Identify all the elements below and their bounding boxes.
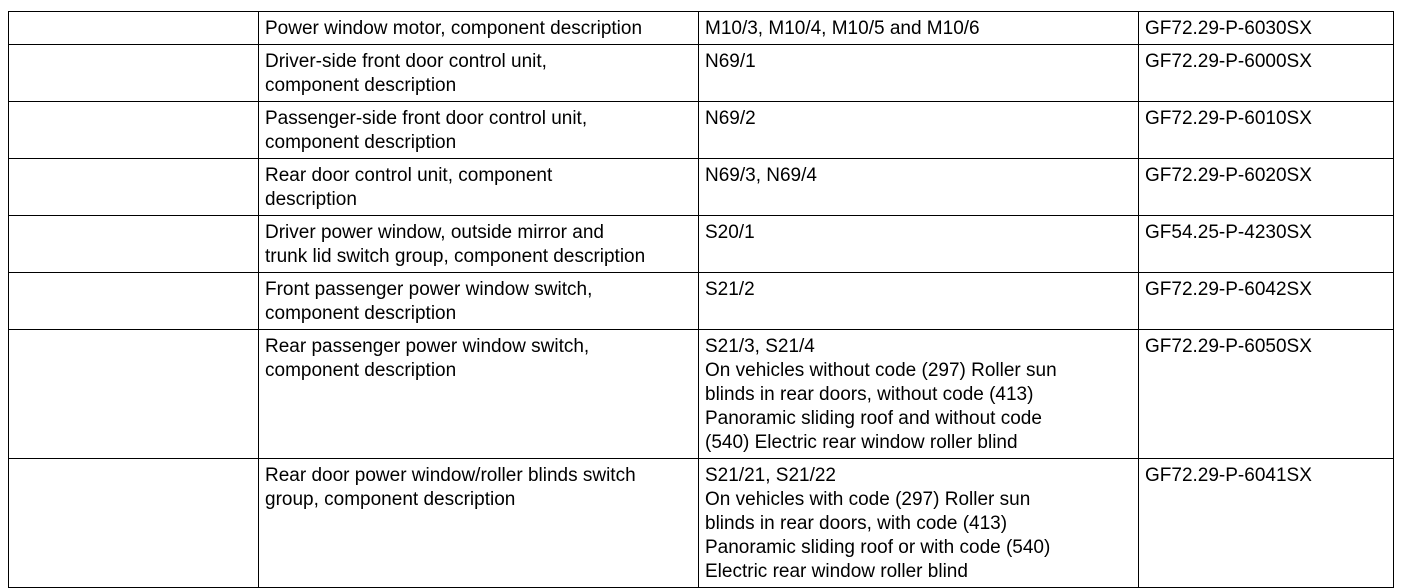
document-number: GF72.29-P-6020SX [1145, 165, 1312, 186]
description-cell [259, 216, 699, 273]
document-number: GF72.29-P-6050SX [1145, 336, 1312, 357]
description-line: Rear door control unit, component [265, 165, 553, 186]
table-row [9, 459, 1394, 588]
component-reference-table [8, 11, 1394, 588]
description-line: component description [265, 75, 457, 96]
components-cell [699, 12, 1139, 45]
components-cell [699, 159, 1139, 216]
description-cell [259, 45, 699, 102]
table-row [9, 330, 1394, 459]
document-number: GF72.29-P-6041SX [1145, 465, 1312, 486]
document-number-cell [1139, 216, 1394, 273]
description-line: Rear door power window/roller blinds switch [265, 465, 636, 486]
component-line: blinds in rear doors, with code (413) [705, 513, 1008, 534]
description-line: component description [265, 360, 457, 381]
empty-cell [9, 459, 259, 588]
description-cell [259, 273, 699, 330]
component-line: Panoramic sliding roof and without code [705, 408, 1042, 429]
component-line: On vehicles without code (297) Roller sun [705, 360, 1057, 381]
table-body [9, 12, 1394, 588]
description-line: component description [265, 132, 457, 153]
document-number: GF72.29-P-6030SX [1145, 18, 1312, 39]
component-line: S21/2 [705, 279, 755, 300]
document-number-cell [1139, 159, 1394, 216]
component-line: N69/1 [705, 51, 756, 72]
table-row [9, 102, 1394, 159]
components-cell [699, 45, 1139, 102]
document-number-cell [1139, 45, 1394, 102]
empty-cell [9, 330, 259, 459]
description-cell [259, 330, 699, 459]
description-cell [259, 12, 699, 45]
empty-cell [9, 102, 259, 159]
document-number-cell [1139, 273, 1394, 330]
component-line: S21/21, S21/22 [705, 465, 836, 486]
empty-cell [9, 45, 259, 102]
description-line: Power window motor, component description [265, 18, 643, 39]
description-cell [259, 459, 699, 588]
component-line: Electric rear window roller blind [705, 561, 968, 582]
description-line: Driver-side front door control unit, [265, 51, 547, 72]
document-number: GF72.29-P-6042SX [1145, 279, 1312, 300]
components-cell [699, 273, 1139, 330]
component-line: On vehicles with code (297) Roller sun [705, 489, 1031, 510]
component-line: M10/3, M10/4, M10/5 and M10/6 [705, 18, 980, 39]
component-line: N69/2 [705, 108, 756, 129]
component-line: Panoramic sliding roof or with code (540) [705, 537, 1051, 558]
document-number-cell [1139, 102, 1394, 159]
document-number-cell [1139, 12, 1394, 45]
description-line: component description [265, 303, 457, 324]
table-row [9, 45, 1394, 102]
component-line: S21/3, S21/4 [705, 336, 815, 357]
description-line: trunk lid switch group, component description [265, 246, 646, 267]
description-line: Passenger-side front door control unit, [265, 108, 588, 129]
component-line: (540) Electric rear window roller blind [705, 432, 1018, 453]
description-line: Rear passenger power window switch, [265, 336, 590, 357]
component-line: N69/3, N69/4 [705, 165, 817, 186]
components-cell [699, 102, 1139, 159]
components-cell [699, 330, 1139, 459]
component-line: blinds in rear doors, without code (413) [705, 384, 1034, 405]
empty-cell [9, 12, 259, 45]
document-number-cell [1139, 330, 1394, 459]
document-number: GF72.29-P-6000SX [1145, 51, 1312, 72]
description-line: description [265, 189, 357, 210]
components-cell [699, 216, 1139, 273]
table-row [9, 159, 1394, 216]
empty-cell [9, 159, 259, 216]
document-number: GF72.29-P-6010SX [1145, 108, 1312, 129]
document-number: GF54.25-P-4230SX [1145, 222, 1312, 243]
description-line: Driver power window, outside mirror and [265, 222, 604, 243]
table-row [9, 216, 1394, 273]
description-cell [259, 102, 699, 159]
components-cell [699, 459, 1139, 588]
document-number-cell [1139, 459, 1394, 588]
description-cell [259, 159, 699, 216]
description-line: Front passenger power window switch, [265, 279, 593, 300]
table-row [9, 273, 1394, 330]
component-line: S20/1 [705, 222, 755, 243]
table-row [9, 12, 1394, 45]
description-line: group, component description [265, 489, 516, 510]
empty-cell [9, 216, 259, 273]
empty-cell [9, 273, 259, 330]
